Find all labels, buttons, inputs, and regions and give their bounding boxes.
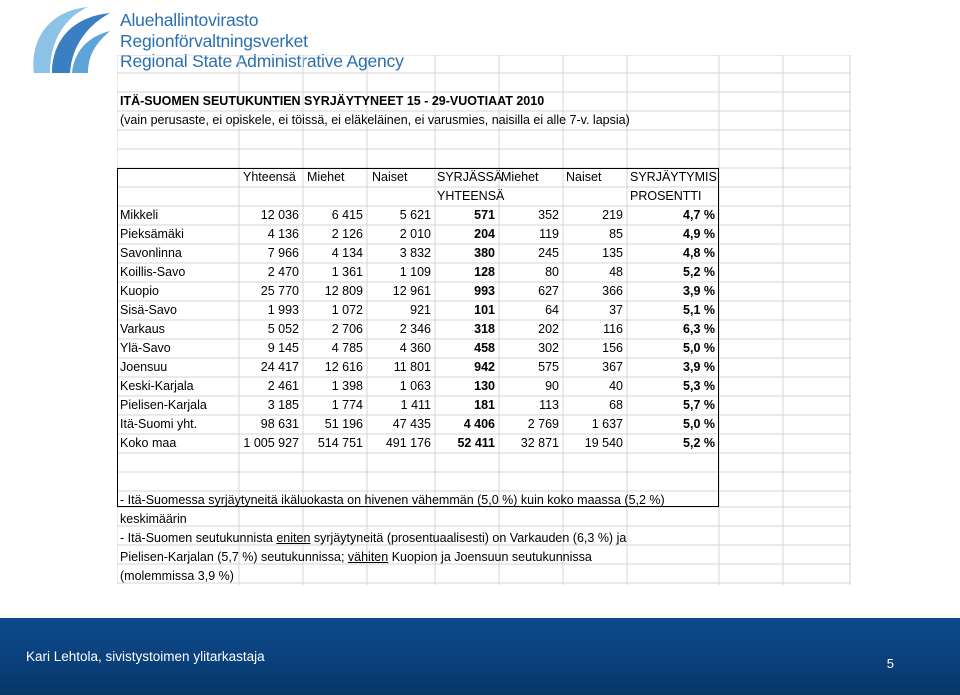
col-header-total: Yhteensä <box>243 170 296 184</box>
col-header-excluded: SYRJÄSSÄ <box>437 170 503 184</box>
table-cell: 156 <box>602 341 623 355</box>
row-region-name: Ylä-Savo <box>120 341 171 355</box>
table-cell: 366 <box>602 284 623 298</box>
table-cell: 12 036 <box>260 208 299 222</box>
table-cell: 101 <box>474 303 495 317</box>
table-cell: 3 185 <box>267 398 299 412</box>
wave-logo-icon <box>26 3 116 79</box>
table-cell: 24 417 <box>260 360 299 374</box>
table-cell: 204 <box>474 227 495 241</box>
row-region-name: Itä-Suomi yht. <box>120 417 198 431</box>
table-cell: 921 <box>410 303 431 317</box>
agency-name-en: Regional State Administrative Agency <box>120 51 404 71</box>
table-cell: 119 <box>539 227 559 241</box>
table-cell: 1 637 <box>591 417 623 431</box>
note-text: Kuopion ja Joensuun seutukunnissa <box>388 550 592 564</box>
spreadsheet <box>117 55 851 585</box>
table-cell: 6 415 <box>331 208 363 222</box>
table-cell: 2 346 <box>399 322 431 336</box>
col-header-excluded-total: YHTEENSÄ <box>437 189 505 203</box>
note-underlined: vähiten <box>347 550 389 564</box>
table-cell: 380 <box>474 246 495 260</box>
sheet-subtitle: (vain perusaste, ei opiskele, ei töissä, ei eläkeläinen, ei varusmies, naisilla ei alle 7-v. lapsia) <box>120 113 630 127</box>
table-row <box>117 206 719 225</box>
table-cell: 491 176 <box>385 436 431 450</box>
table-cell: 128 <box>474 265 495 279</box>
table-cell: 47 435 <box>392 417 431 431</box>
table-cell: 202 <box>538 322 559 336</box>
table-cell: 3,9 % <box>683 284 715 298</box>
table-cell: 25 770 <box>260 284 299 298</box>
table-cell: 458 <box>474 341 495 355</box>
table-cell: 48 <box>609 265 623 279</box>
table-cell: 5,2 % <box>683 436 715 450</box>
row-region-name: Koillis-Savo <box>120 265 186 279</box>
note-text: - Itä-Suomen seutukunnista <box>120 531 277 545</box>
table-row <box>117 225 719 244</box>
table-cell: 4,7 % <box>683 208 715 222</box>
table-cell: 4 360 <box>399 341 431 355</box>
table-cell: 1 109 <box>399 265 431 279</box>
table-cell: 302 <box>538 341 559 355</box>
table-cell: 5,0 % <box>683 417 715 431</box>
note-text: Pielisen-Karjalan (5,7 %) seutukunnissa; <box>120 550 348 564</box>
note-line-1: - Itä-Suomessa syrjäytyneitä ikäluokasta on hivenen vähemmän (5,0 %) kuin koko maassa (5,2 %) <box>120 493 665 507</box>
table-cell: 7 966 <box>267 246 299 260</box>
table-cell: 135 <box>602 246 623 260</box>
table-row <box>117 339 719 358</box>
note-text: syrjäytyneitä (prosentuaalisesti) on Varkauden (6,3 %) ja <box>310 531 627 545</box>
table-row <box>117 358 719 377</box>
table-cell: 52 411 <box>457 436 495 450</box>
table-cell: 85 <box>609 227 623 241</box>
table-cell: 219 <box>602 208 623 222</box>
table-cell: 5,1 % <box>683 303 715 317</box>
row-region-name: Varkaus <box>120 322 165 336</box>
table-row <box>117 415 719 434</box>
row-region-name: Sisä-Savo <box>120 303 177 317</box>
table-cell: 12 961 <box>392 284 431 298</box>
note-line-5: (molemmissa 3,9 %) <box>120 569 234 583</box>
table-cell: 5 621 <box>399 208 431 222</box>
table-cell: 352 <box>538 208 559 222</box>
table-cell: 40 <box>609 379 623 393</box>
table-cell: 1 993 <box>267 303 299 317</box>
col-header-excluded-men: Miehet <box>501 170 539 184</box>
table-cell: 98 631 <box>260 417 299 431</box>
note-line-4 <box>120 548 592 567</box>
table-cell: 5,0 % <box>683 341 715 355</box>
table-cell: 4,9 % <box>683 227 715 241</box>
row-region-name: Pieksämäki <box>120 227 184 241</box>
table-row <box>117 320 719 339</box>
table-cell: 318 <box>474 322 495 336</box>
table-cell: 571 <box>474 208 495 222</box>
col-header-exclusion-rate: SYRJÄYTYMIS <box>630 170 717 184</box>
row-region-name: Savonlinna <box>120 246 182 260</box>
table-cell: 4 136 <box>267 227 299 241</box>
table-cell: 51 196 <box>324 417 363 431</box>
table-cell: 12 809 <box>324 284 363 298</box>
table-cell: 80 <box>545 265 559 279</box>
row-region-name: Kuopio <box>120 284 159 298</box>
table-row <box>117 301 719 320</box>
col-header-percent: PROSENTTI <box>630 189 702 203</box>
col-header-excluded-women: Naiset <box>566 170 602 184</box>
table-cell: 1 398 <box>331 379 363 393</box>
table-row <box>117 282 719 301</box>
table-cell: 2 010 <box>399 227 431 241</box>
agency-name-fi: Aluehallintovirasto <box>120 10 259 30</box>
table-cell: 113 <box>539 398 559 412</box>
row-region-name: Mikkeli <box>120 208 159 222</box>
table-cell: 1 063 <box>399 379 431 393</box>
col-header-men: Miehet <box>307 170 345 184</box>
table-cell: 5,2 % <box>683 265 715 279</box>
table-cell: 1 774 <box>331 398 363 412</box>
table-cell: 9 145 <box>267 341 299 355</box>
table-cell: 90 <box>545 379 559 393</box>
table-cell: 32 871 <box>520 436 559 450</box>
table-cell: 6,3 % <box>683 322 715 336</box>
table-row <box>117 434 719 453</box>
table-cell: 514 751 <box>317 436 363 450</box>
table-cell: 116 <box>603 322 623 336</box>
table-cell: 1 411 <box>400 398 431 412</box>
table-cell: 2 126 <box>331 227 363 241</box>
table-cell: 1 005 927 <box>243 436 299 450</box>
row-region-name: Pielisen-Karjala <box>120 398 207 412</box>
table-cell: 245 <box>538 246 559 260</box>
col-header-women: Naiset <box>372 170 408 184</box>
table-cell: 5,3 % <box>683 379 715 393</box>
row-region-name: Keski-Karjala <box>120 379 194 393</box>
row-region-name: Joensuu <box>120 360 168 374</box>
table-cell: 64 <box>545 303 559 317</box>
table-cell: 942 <box>474 360 495 374</box>
table-cell: 4 406 <box>463 417 495 431</box>
table-cell: 1 361 <box>331 265 363 279</box>
table-row <box>117 244 719 263</box>
note-underlined: eniten <box>276 531 311 545</box>
table-row <box>117 377 719 396</box>
table-cell: 12 616 <box>324 360 363 374</box>
table-cell: 2 769 <box>527 417 559 431</box>
table-cell: 5,7 % <box>683 398 715 412</box>
table-row <box>117 396 719 415</box>
note-line-2: keskimäärin <box>120 512 187 526</box>
footer-author: Kari Lehtola, sivistystoimen ylitarkastaja <box>26 649 265 664</box>
table-cell: 2 706 <box>331 322 363 336</box>
row-region-name: Koko maa <box>120 436 177 450</box>
table-cell: 11 801 <box>393 360 431 374</box>
table-cell: 5 052 <box>267 322 299 336</box>
footer-bar <box>0 618 960 695</box>
table-cell: 68 <box>609 398 623 412</box>
table-cell: 627 <box>538 284 559 298</box>
table-cell: 575 <box>538 360 559 374</box>
table-cell: 2 470 <box>267 265 299 279</box>
note-line-3 <box>120 529 626 548</box>
table-cell: 2 461 <box>267 379 299 393</box>
table-cell: 4 785 <box>331 341 363 355</box>
agency-name-sv: Regionförvaltningsverket <box>120 30 308 51</box>
table-row <box>117 263 719 282</box>
table-cell: 4 134 <box>331 246 363 260</box>
table-cell: 3 832 <box>399 246 431 260</box>
table-cell: 3,9 % <box>683 360 715 374</box>
table-cell: 4,8 % <box>683 246 715 260</box>
table-cell: 181 <box>474 398 495 412</box>
table-cell: 993 <box>474 284 495 298</box>
table-cell: 37 <box>609 303 623 317</box>
sheet-title: ITÄ-SUOMEN SEUTUKUNTIEN SYRJÄYTYNEET 15 - 29-VUOTIAAT 2010 <box>120 94 545 108</box>
table-cell: 367 <box>602 360 623 374</box>
page-number: 5 <box>886 656 894 671</box>
table-cell: 130 <box>474 379 495 393</box>
table-cell: 19 540 <box>584 436 623 450</box>
table-cell: 1 072 <box>331 303 363 317</box>
